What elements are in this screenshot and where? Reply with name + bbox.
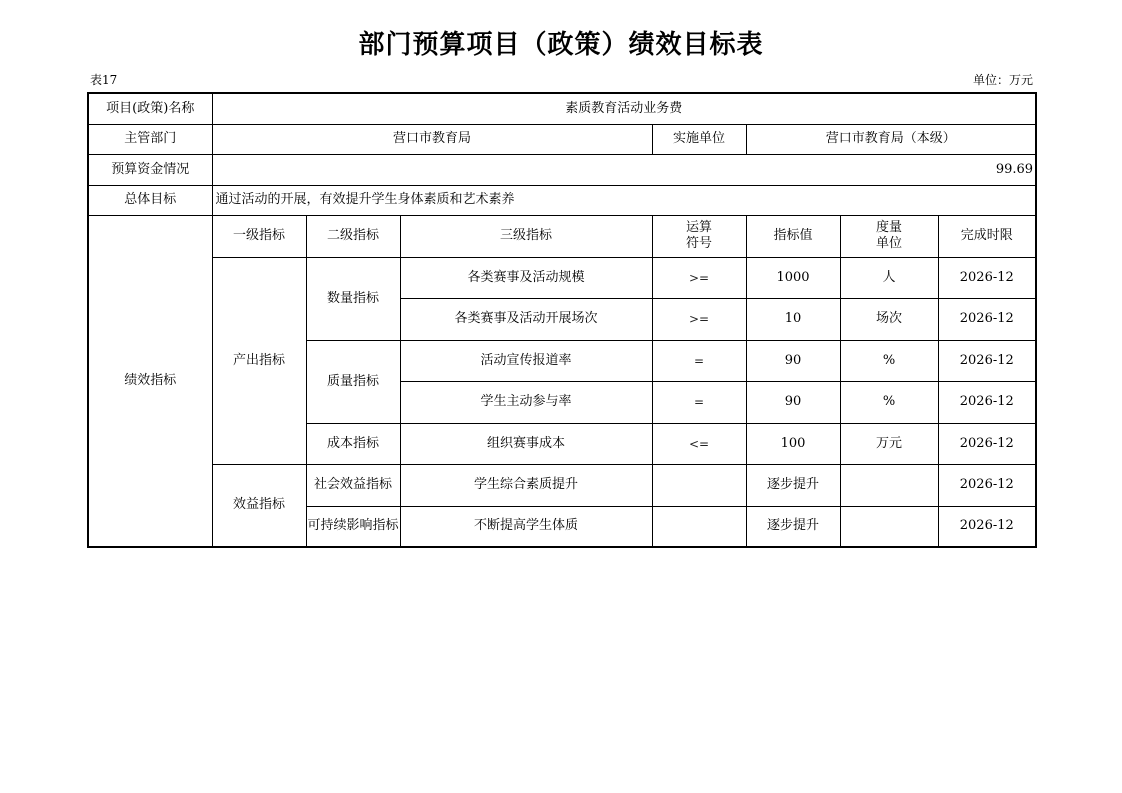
operator-cell [652, 506, 746, 547]
header-operator-line2: 符号 [685, 236, 712, 251]
value-cell: 逐步提升 [746, 506, 840, 547]
department-row [88, 124, 1036, 154]
level1-benefit: 效益指标 [212, 464, 306, 547]
level3-cell: 组织赛事成本 [400, 423, 652, 464]
level3-cell: 不断提高学生体质 [400, 506, 652, 547]
value-cell: 90 [746, 340, 840, 381]
operator-cell: = [652, 381, 746, 423]
unit-cell: 万元 [840, 423, 938, 464]
deadline-cell: 2026-12 [938, 506, 1036, 547]
budget-label: 预算资金情况 [88, 154, 212, 185]
level2-quantity: 数量指标 [306, 257, 400, 340]
department-value: 营口市教育局 [212, 124, 652, 154]
level3-cell: 学生主动参与率 [400, 381, 652, 423]
operator-cell [652, 464, 746, 506]
level2-quality: 质量指标 [306, 340, 400, 423]
operator-cell: >= [652, 298, 746, 340]
operator-cell: >= [652, 257, 746, 298]
value-cell: 10 [746, 298, 840, 340]
header-level1: 一级指标 [212, 215, 306, 257]
level2-sustainable: 可持续影响指标 [306, 506, 400, 547]
budget-row [88, 154, 1036, 185]
header-value: 指标值 [746, 215, 840, 257]
level3-cell: 各类赛事及活动开展场次 [400, 298, 652, 340]
table-row [88, 257, 1036, 298]
unit-cell [840, 464, 938, 506]
deadline-cell: 2026-12 [938, 381, 1036, 423]
goal-row [88, 185, 1036, 215]
operator-cell: <= [652, 423, 746, 464]
unit-note: 单位：万元 [972, 73, 1033, 87]
header-operator [652, 215, 746, 257]
project-value: 素质教育活动业务费 [212, 93, 1036, 124]
header-level2: 二级指标 [306, 215, 400, 257]
header-level3: 三级指标 [400, 215, 652, 257]
department-label: 主管部门 [88, 124, 212, 154]
deadline-cell: 2026-12 [938, 340, 1036, 381]
unit-cell [840, 506, 938, 547]
performance-target-table [87, 92, 1037, 548]
level2-cost: 成本指标 [306, 423, 400, 464]
value-cell: 逐步提升 [746, 464, 840, 506]
unit-cell: 场次 [840, 298, 938, 340]
deadline-cell: 2026-12 [938, 257, 1036, 298]
header-unit [840, 215, 938, 257]
operator-cell: = [652, 340, 746, 381]
value-cell: 90 [746, 381, 840, 423]
header-operator-line1: 运算 [685, 220, 712, 235]
project-row [88, 93, 1036, 124]
document-title: 部门预算项目（政策）绩效目标表 [358, 30, 764, 60]
implementer-value: 营口市教育局（本级） [746, 124, 1036, 154]
indicator-header-row [88, 215, 1036, 257]
deadline-cell: 2026-12 [938, 423, 1036, 464]
goal-value: 通过活动的开展，有效提升学生身体素质和艺术素养 [212, 185, 1036, 215]
value-cell: 1000 [746, 257, 840, 298]
level3-cell: 活动宣传报道率 [400, 340, 652, 381]
level1-output: 产出指标 [212, 257, 306, 464]
unit-cell: 人 [840, 257, 938, 298]
indicators-label: 绩效指标 [88, 215, 212, 547]
table-number: 表17 [90, 73, 118, 87]
deadline-cell: 2026-12 [938, 464, 1036, 506]
table-row [88, 464, 1036, 506]
header-deadline: 完成时限 [938, 215, 1036, 257]
header-unit-line1: 度量 [875, 220, 902, 235]
unit-cell: % [840, 381, 938, 423]
header-unit-line2: 单位 [875, 236, 902, 251]
level3-cell: 各类赛事及活动规模 [400, 257, 652, 298]
level2-social: 社会效益指标 [306, 464, 400, 506]
goal-label: 总体目标 [88, 185, 212, 215]
budget-value: 99.69 [212, 154, 1036, 185]
unit-cell: % [840, 340, 938, 381]
level3-cell: 学生综合素质提升 [400, 464, 652, 506]
project-label: 项目(政策)名称 [88, 93, 212, 124]
deadline-cell: 2026-12 [938, 298, 1036, 340]
value-cell: 100 [746, 423, 840, 464]
implementer-label: 实施单位 [652, 124, 746, 154]
